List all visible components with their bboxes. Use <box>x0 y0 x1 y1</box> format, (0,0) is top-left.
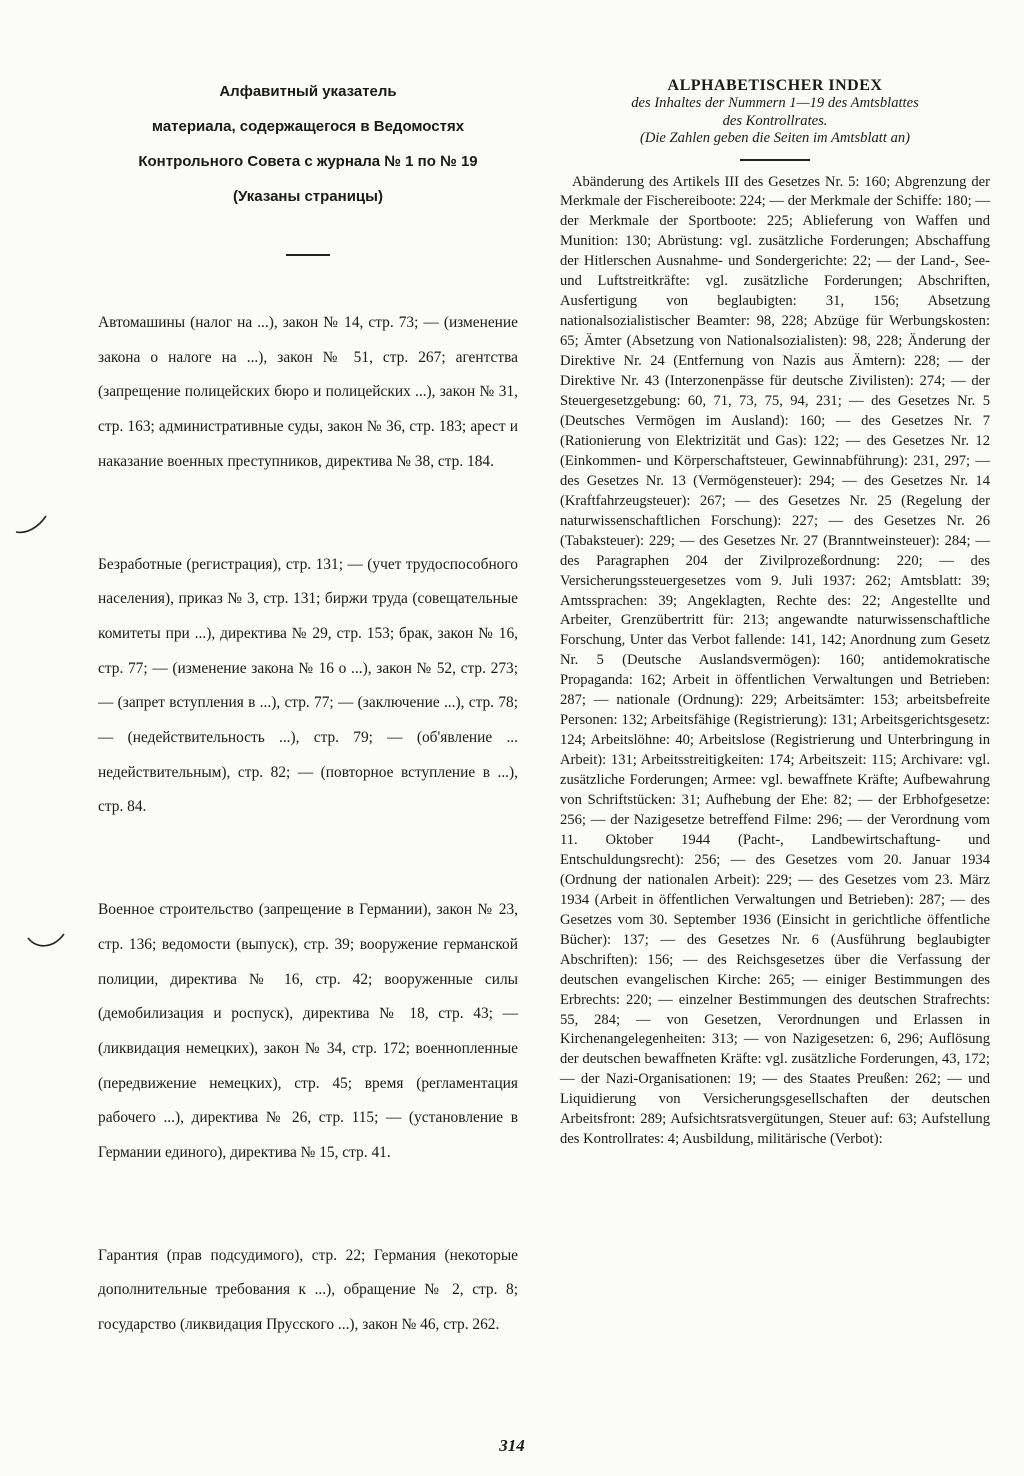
right-separator-rule <box>740 159 810 161</box>
german-subtitle-line-2: des Kontrollrates. <box>722 112 828 129</box>
german-index-column <box>560 76 990 1150</box>
russian-index-column <box>98 74 518 1343</box>
left-separator-rule <box>286 254 330 256</box>
russian-index-title <box>98 74 518 214</box>
russian-index-paragraph-v: Военное строительство (запрещение в Германии), закон № 23, стр. 136; ведомости (выпуск), стр. 39; вооружение германской полиции, директива № 16, стр. 42; вооруженные силы (демобилизация и роспуск), директива № 18, стр. 43; — (ликвидация немецких), закон № 34, стр. 172; военнопленные (передвижение немецких), стр. 45; время (регламентация рабочего ...), директива № 26, стр. 115; — (установление в Германии единого), директива № 15, стр. 41. <box>98 901 518 1162</box>
russian-title-line-3: Контрольного Совета с журнала № 1 по № 19 <box>138 153 478 170</box>
margin-pen-mark-icon <box>26 928 66 952</box>
russian-title-line-2: материала, содержащегося в Ведомостях <box>151 118 465 135</box>
german-subtitle-line-3: (Die Zahlen geben die Seiten im Amtsblatt an) <box>639 130 911 146</box>
russian-index-paragraph-g: Гарантия (прав подсудимого), стр. 22; Германия (некоторые дополнительные требования к ...), обращение № 2, стр. 8; государство (ликвидация Прусского ...), закон № 46, стр. 262. <box>98 1246 518 1334</box>
german-index-body: Abänderung des Artikels III des Gesetzes Nr. 5: 160; Abgrenzung der Merkmale der Fischereiboote: 224; — der Merkmale der Schiffe: 180; — der Merkmale der Sportboote: 225; Ablieferung von Waffen und Munition: 130; Abrüstung: vgl. zusätzliche Forderungen; Abschaffung der Hitlerschen Ausnahme- und Sondergerichte: 22; — der Land-, See- und Luftstreitkräfte: vgl. zusätzliche Forderungen; Abschriften, Ausfertigung von beglaubigten: 31, 156; Absetzung nationalsozialistischer Beamter: 98, 228; Abzüge für Werbungskosten: 65; Ämter (Absetzung von Nationalsozialisten): 98, 228; Änderung der Direktive Nr. 24 (Entfernung von Nazis aus Ämtern): 228; — der Direktive Nr. 43 (Interzonenpässe für deutsche Zivilisten): 274; — der Steuergesetzgebung: 60, 71, 73, 75, 94, 231; — des Gesetzes Nr. 5 (Deutsches Vermögen im Ausland): 160; — des Gesetzes Nr. 7 (Rationierung von Elektrizität und Gas): 122; — des Gesetzes Nr. 12 (Einkommen- und Körperschaftsteuer, Gewinnabführung): 231, 297; — des Gesetzes Nr. 13 (Vermögensteuer): 294; — des Gesetzes Nr. 14 (Kraftfahrzeugsteuer): 267; — des Gesetzes Nr. 25 (Regelung der naturwissenschaftlichen Forschung): 227; — des Gesetzes Nr. 26 (Tabaksteuer): 229; — des Gesetzes Nr. 27 (Branntweinsteuer): 284; — des Paragraphen 204 der Zivilprozeßordnung: 220; — des Versicherungssteuergesetzes vom 9. Juli 1937: 262; Amtsblatt: 39; Amtssprachen: 39; Angeklagten, Rechte des: 22; Angestellte und Arbeiter, Grenzübertritt für: 213; angewandte naturwissenschaftliche Forschung, Unter das Verbot fallende: 141, 142; Anordnung zum Gesetz Nr. 5 (Deutsche Auslandsvermögen): 160; antidemokratische Propaganda: 162; Arbeit in öffentlichen Verwaltungen und Betrieben: 287; — nationale (Ordnung): 229; Arbeitsämter: 153; arbeitsbefreite Personen: 132; Arbeitsfähige (Registrierung): 131; Arbeitsgerichtsgesetz: 124; Arbeitslöhne: 40; Arbeitslose (Registrierung und Unterbringung in Arbeit): 131; Arbeitsstreitigkeiten: 174; Arbeitszeit: 115; Archivare: vgl. zusätzliche Forderungen; Armee: vgl. bewaffnete Kräfte; Aufbewahrung von Schriftstücken: 31; Aufhebung der Ehe: 82; — der Erbhofgesetze: 256; — der Nazigesetze betreffend Filme: 296; — der Verordnung vom 11. Oktober 1944 (Pacht-, Landbewirtschaftung- und Entschuldungsrecht): 256; — des Gesetzes vom 20. Januar 1934 (Ordnung der nationalen Arbeit): 229; — des Gesetzes vom 23. März 1934 (Arbeit in öffentlichen Verwaltungen und Betrieben): 287; — des Gesetzes vom 30. September 1936 (Einsicht in gerichtliche öffentliche Bücher): 137; — des Gesetzes Nr. 6 (Ausführung beglaubigter Abschriften): 156; — des Reichsgesetzes über die Verfassung der deutschen evangelischen Kirche: 265; — einiger Bestimmungen des Erbrechts: 220; — einzelner Bestimmungen des deutschen Strafrechts: 55, 284; — von Gesetzen, Verordnungen und Erlassen in Kirchenangelegenheiten: 313; — von Nazigesetzen: 6, 296; Auflösung der deutschen bewaffneten Kräfte: vgl. zusätzliche Forderungen, 43, 172; — der Nazi-Organisationen: 19; — des Staates Preußen: 262; — und Liquidierung von Versicherungsgesellschaften der deutschen Arbeitsfront: 289; Aufsichtsratsvergütungen, Steuer auf: 63; Aufstellung des Kontrollrates: 4; Ausbildung, militärische (Verbot): <box>560 173 990 1148</box>
russian-index-paragraph-a: Автомашины (налог на ...), закон № 14, стр. 73; — (изменение закона о налоге на ...), закон № 51, стр. 267; агентства (запрещение полицейских бюро и полицейских ...), закон № 31, стр. 163; административные суды, закон № 36, стр. 183; арест и наказание военных преступников, директива № 38, стр. 184. <box>98 314 518 470</box>
margin-pen-mark-icon <box>14 512 48 536</box>
page-number: 314 <box>499 1436 525 1455</box>
german-index-title: ALPHABETISCHER INDEX <box>667 77 883 94</box>
russian-title-line-1: Алфавитный указатель <box>219 83 397 100</box>
german-subtitle-line-1: des Inhaltes der Nummern 1—19 des Amtsblattes <box>631 95 919 111</box>
russian-title-line-4: (Указаны страницы) <box>233 188 383 205</box>
russian-index-paragraph-b: Безработные (регистрация), стр. 131; — (учет трудоспособного населения), приказ № 3, стр. 131; биржи труда (совещательные комитеты при ...), директива № 29, стр. 153; брак, закон № 16, стр. 77; — (изменение закона № 16 о ...), закон № 52, стр. 273; — (запрет вступления в ...), стр. 77; — (заключение ...), стр. 78; — (недействительность ...), стр. 79; — (об'явление ... недействительным), стр. 82; — (повторное вступление в ...), стр. 84. <box>98 555 518 816</box>
